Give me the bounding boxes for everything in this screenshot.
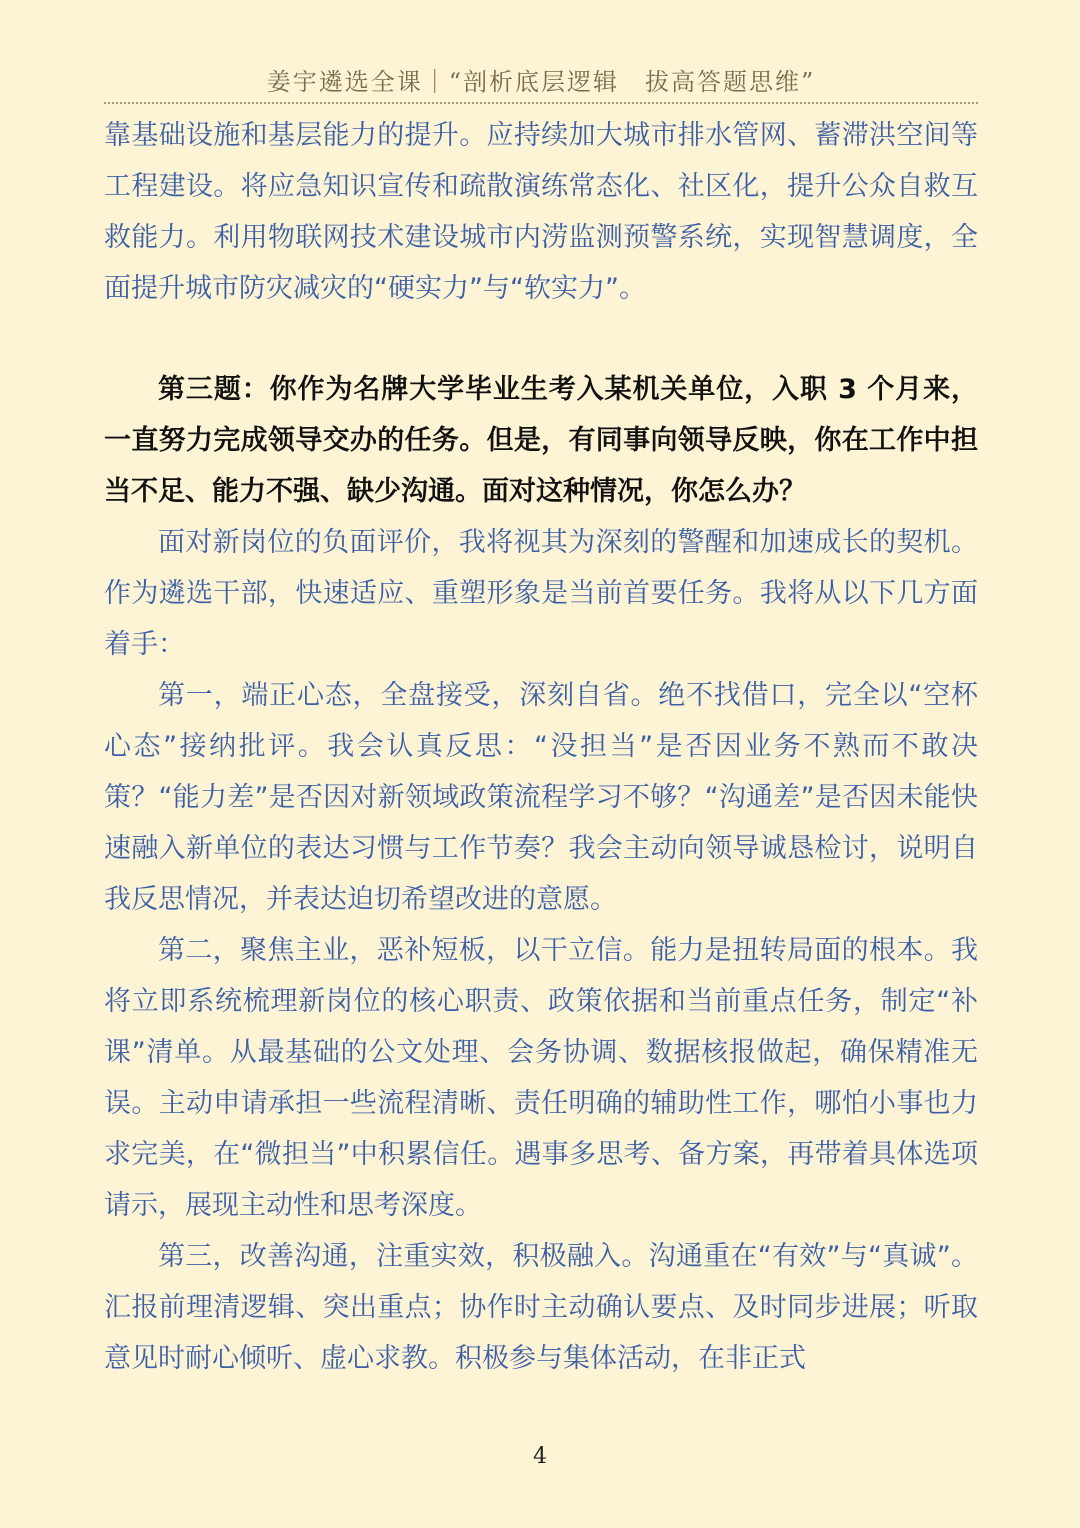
- answer-point-3: 第三，改善沟通，注重实效，积极融入。沟通重在“有效”与“真诚”。汇报前理清逻辑、突出重点；协作时主动确认要点、及时同步进展；听取意见时耐心倾听、虚心求教。积极参与集体活动，在非正式: [104, 1241, 978, 1374]
- answer-point-2: 第二，聚焦主业，恶补短板，以干立信。能力是扭转局面的根本。我将立即系统梳理新岗位的核心职责、政策依据和当前重点任务，制定“补课”清单。从最基础的公文处理、会务协调、数据核报做起，确保精准无误。主动申请承担一些流程清晰、责任明确的辅助性工作，哪怕小事也力求完美，在“微担当”中积累信任。遇事多思考、备方案，再带着具体选项请示，展现主动性和思考深度。: [104, 935, 978, 1221]
- page-number: 4: [533, 1444, 547, 1469]
- answer-point-1: 第一，端正心态，全盘接受，深刻自省。绝不找借口，完全以“空杯心态”接纳批评。我会认真反思：“没担当”是否因业务不熟而不敢决策？“能力差”是否因对新领域政策流程学习不够？“沟通差”是否因未能快速融入新单位的表达习惯与工作节奏？我会主动向领导诚恳检讨，说明自我反思情况，并表达迫切希望改进的意愿。: [104, 680, 978, 915]
- question-paragraph: 第三题：你作为名牌大学毕业生考入某机关单位，入职 3 个月来，一直努力完成领导交办的任务。但是，有同事向领导反映，你在工作中担当不足、能力不强、缺少沟通。面对这种情况，你怎么办？: [104, 374, 978, 507]
- page-header: 姜宇遴选全课｜“剖析底层逻辑 拔高答题思维”: [104, 62, 978, 104]
- answer-intro-paragraph: 面对新岗位的负面评价，我将视其为深刻的警醒和加速成长的契机。作为遴选干部，快速适应、重塑形象是当前首要任务。我将从以下几方面着手：: [104, 527, 978, 660]
- main-block: [104, 364, 978, 1384]
- continuation-paragraph: 靠基础设施和基层能力的提升。应持续加大城市排水管网、蓄滞洪空间等工程建设。将应急知识宣传和疏散演练常态化、社区化，提升公众自救互救能力。利用物联网技术建设城市内涝监测预警系统，实现智慧调度，全面提升城市防灾减灾的“硬实力”与“软实力”。: [104, 120, 978, 304]
- continuation-block: [104, 110, 978, 314]
